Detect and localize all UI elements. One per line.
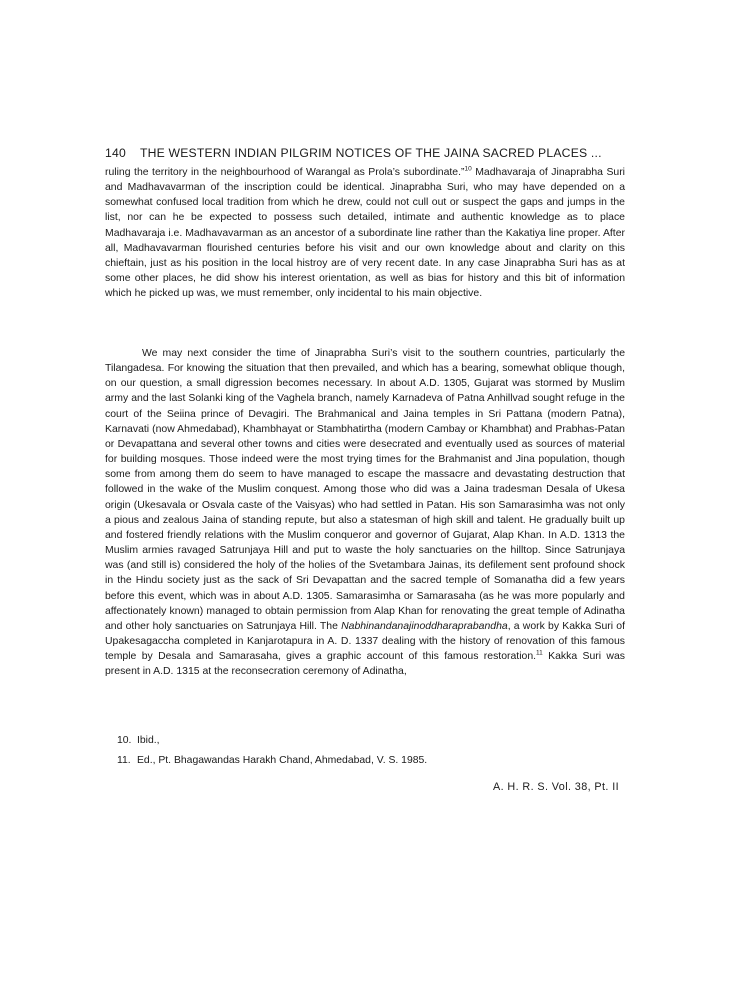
- footnote-number: 11.: [117, 755, 131, 766]
- footnote-ref-11: 11: [536, 649, 543, 657]
- footnote-number: 10.: [117, 735, 132, 746]
- page-number: 140: [105, 146, 126, 160]
- running-title: THE WESTERN INDIAN PILGRIM NOTICES OF THE JAINA SACRED PLACES ...: [139, 146, 602, 160]
- paragraph-2-text-a: We may next consider the time of Jinaprabha Suri’s visit to the southern countries, particularly the Tilangadesa. For knowing the situation that then prevailed, and which has a bearing, somewhat oblique though, on our question, a small digression becomes necessary. In about A.D. 1305, Gujarat was stormed by Muslim army and the last Solanki king of the Vaghela branch, namely Karnadeva of Patna Anhillvad sought refuge in the court of the Seiina prince of Devagiri. The Brahmanical and Jaina temples in Sri Pattana (modern Patna), Karnavati (now Ahmedabad), Khambhayat or Stambhatirtha (modern Cambay or Khambhat) and Prabhas-Patan or Devapattana and several other towns and cities were desecrated and eventually used as sources of material for building mosques. Those indeed were the most trying times for the Brahmanist and Jina population, though some from among them do seem to have managed to escape the massacre and devastating destruction that followed in the wake of the Muslim conquest. Among those who did was a Jaina tradesman Desala of Ukesa origin (Ukesavala or Osvala caste of the Vaisyas) who had settled in Patan. His son Samarasimha was not only a pious and zealous Jaina of standing repute, but also a statesman of high skill and talent. He gradually built up and fostered friendly relations with the Muslim conqueror and governor of Gujarat, Alap Khan. In A.D. 1313 the Muslim armies ravaged Satrunjaya Hill and put to waste the holy sanctuaries on the hilltop. Since Satrunjaya was (and still is) considered the holy of the holies of the Svetambara Jainas, its defilement sent profound shock in the Hindu society just as the sack of Sri Devapattan and the sacred temple of Somanatha did a few years before this event, which was in about A.D. 1305. Samarasimha or Samarasaha (as he was more popularly and affectionately known) managed to obtain permission from Alap Khan for renovating the great temple of Adinatha and other holy sanctuaries on Satrunjaya Hill. The: [105, 348, 625, 632]
- running-header: [105, 146, 665, 160]
- paragraph-2-text-c: Kakka Suri was present in A.D. 1315 at the reconsecration ceremony of Adinatha,: [105, 651, 625, 678]
- paragraph-2-text-b: , a work by Kakka Suri of Upakesagaccha completed in Kanjarotapura in A. D. 1337 dealing with the history of renovation of this famous temple by Desala and Samarasaha, gives a graphic account of this famous restoration.: [105, 620, 625, 663]
- paragraph-1-text-b: Madhavaraja of Jinaprabha Suri and Madhavavarman of the inscription could be identical. Jinaprabha Suri, who may have depended on a somewhat confused local tradition from which he drew, could not cull out or suspect the gaps and jumps in the list, nor can he be expected to possess such detailed, intimate and authentic knowledge as to place Madhavaraja i.e. Madhavavarman as an ancestor of a subordinate line rather than the Kakatiya line proper. After all, Madhavavarman flourished centuries before his visit and our own knowledge about and clarity on this chieftain, just as his position in the local histroy are of very recent date. In any case Jinaprabha Suri has as at some other places, he did show his interest orientation, as well as bias for history and this bit of information which he picked up was, we must remember, only incidental to his main objective.: [105, 167, 626, 300]
- footnote-10: [117, 734, 597, 748]
- footnote-text: Ed., Pt. Bhagawandas Harakh Chand, Ahmedabad, V. S. 1985.: [137, 755, 428, 766]
- footnote-ref-10: 10: [464, 165, 472, 173]
- journal-reference: A. H. R. S. Vol. 38, Pt. II: [493, 781, 620, 793]
- work-title: Nabhinandanajinoddharaprabandha: [341, 620, 508, 632]
- body-paragraph-2: [105, 346, 625, 679]
- footnotes: [117, 734, 597, 774]
- body-paragraph-1: [105, 165, 625, 301]
- footnote-text: Ibid.,: [137, 735, 160, 746]
- paragraph-1-text-a: ruling the territory in the neighbourhood of Warangal as Prola’s subordinate.”: [105, 167, 465, 178]
- footnote-11: [117, 754, 597, 768]
